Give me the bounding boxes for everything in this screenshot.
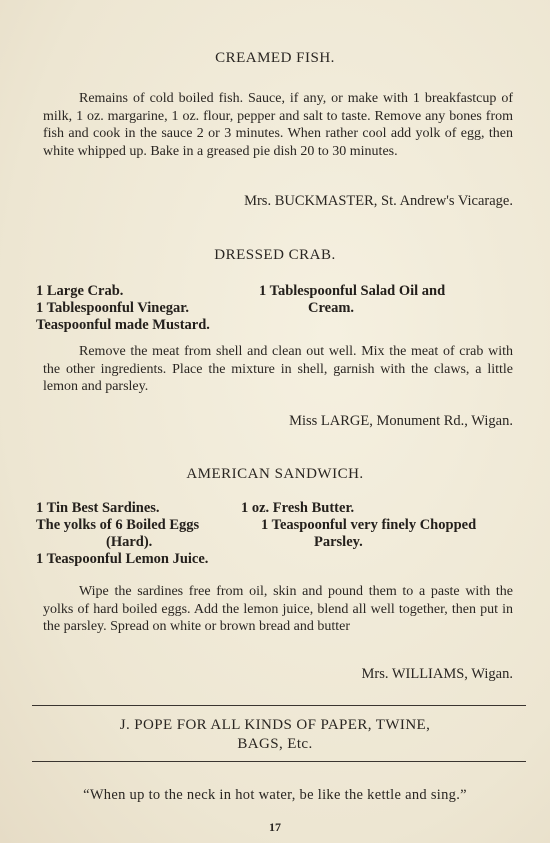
ingredient: 1 oz. Fresh Butter.	[241, 500, 355, 516]
advert-line-1: J. POPE FOR ALL KINDS OF PAPER, TWINE,	[119, 717, 431, 733]
ingredient: 1 Tablespoonful Salad Oil and	[259, 283, 446, 299]
ingredient: 1 Tin Best Sardines.	[36, 500, 160, 516]
recipe-body-dressed-crab: Remove the meat from shell and clean out well. Mix the meat of crab with the other ingredients. Place the mixture in shell, garnish with the claws, a little lemon and parsley.	[43, 344, 513, 394]
ingredient: 1 Teaspoonful very finely Chopped	[261, 517, 477, 533]
ingredient: 1 Large Crab.	[36, 283, 124, 299]
ingredient: 1 Teaspoonful Lemon Juice.	[36, 551, 209, 567]
advert-line-2: BAGS, Etc.	[237, 736, 313, 752]
ingredient: Parsley.	[314, 534, 363, 550]
recipe-title-creamed-fish: CREAMED FISH.	[215, 50, 335, 66]
ingredient: 1 Tablespoonful Vinegar.	[36, 300, 189, 316]
motto-quote: “When up to the neck in hot water, be like the kettle and sing.”	[83, 787, 467, 803]
recipe-title-dressed-crab: DRESSED CRAB.	[214, 247, 336, 263]
divider-top	[32, 705, 526, 706]
ingredient: Teaspoonful made Mustard.	[36, 317, 210, 333]
divider-bottom	[32, 761, 526, 762]
page-number: 17	[269, 820, 281, 834]
recipe-body-creamed-fish: Remains of cold boiled fish. Sauce, if any, or make with 1 breakfastcup of milk, 1 oz. margarine, 1 oz. flour, pepper and salt to taste. Remove any bones from fish and cook in the sauce 2 or 3 minutes. When rather cool add yolk of egg, then white whipped up. Bake in a greased pie dish 20 to 30 minutes.	[43, 91, 513, 159]
recipe-body-american-sandwich: Wipe the sardines free from oil, skin and pound them to a paste with the yolks of hard boiled eggs. Add the lemon juice, blend all well together, then put in the parsley. Spread on white or brown bread and butter	[43, 584, 513, 634]
recipe-title-american-sandwich: AMERICAN SANDWICH.	[186, 466, 364, 482]
ingredient: (Hard).	[106, 534, 153, 550]
ingredient: Cream.	[308, 300, 355, 316]
recipe-credit-american-sandwich: Mrs. WILLIAMS, Wigan.	[361, 666, 513, 682]
ingredient: The yolks of 6 Boiled Eggs	[36, 517, 200, 533]
recipe-credit-creamed-fish: Mrs. BUCKMASTER, St. Andrew's Vicarage.	[244, 193, 513, 209]
recipe-credit-dressed-crab: Miss LARGE, Monument Rd., Wigan.	[289, 413, 513, 429]
